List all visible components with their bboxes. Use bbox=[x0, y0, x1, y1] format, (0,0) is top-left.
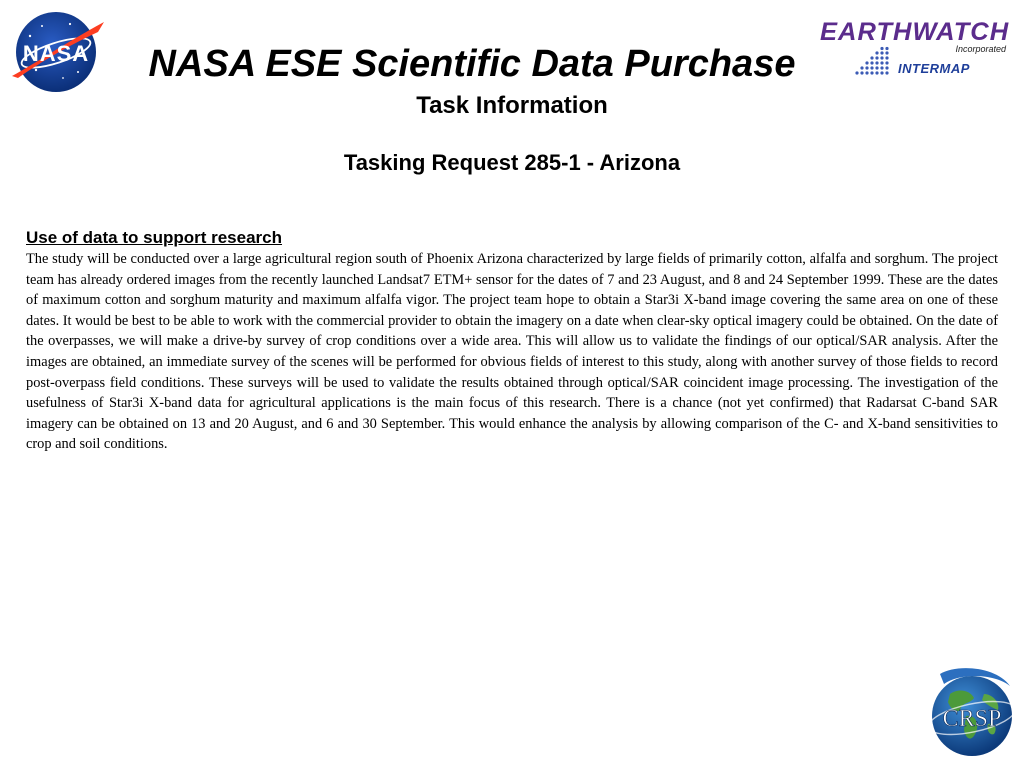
tasking-request-title: Tasking Request 285-1 - Arizona bbox=[343, 150, 681, 175]
section-heading: Use of data to support research bbox=[26, 228, 283, 247]
intermap-stair-dots-icon bbox=[854, 46, 890, 76]
section-body-text: The study will be conducted over a large agricultural region south of Phoenix Arizona characterized by large fields of primarily cotton, alfalfa and sorghum. The project team has already ordered images from the recently launched Landsat7 ETM+ sensor for the dates of 7 and 23 August, and 8 and 24 September 1999. These are the dates of maximum cotton and sorghum maturity and maximum alfalfa vigor. The project team hope to obtain a Star3i X-band image covering the same area on one of these dates. It would be best to be able to work with the commercial provider to obtain the imagery on a date when clear-sky optical imagery could be obtained. On the date of the overpasses, we will make a drive-by survey of crop conditions over a wide area. This will allow us to validate the findings of our optical/SAR analysis. After the images are obtained, an immediate survey of the scenes will be performed for obvious fields of interest to this study, along with another survey of those fields to record post-overpass field conditions. These surveys will be used to validate the results obtained through optical/SAR coincident image processing. The investigation of the usefulness of Star3i X-band data for agricultural applications is the main focus of this research. There is a chance (not yet confirmed) that Radarsat C-band SAR imagery can be obtained on 13 and 20 August, and 6 and 30 September. This would enhance the analysis by allowing comparison of the C- and X-band sensitivities to crop and soil conditions. bbox=[26, 251, 998, 453]
nasa-logo-text: NASA bbox=[22, 41, 90, 66]
partner-logos bbox=[816, 18, 1012, 82]
earthwatch-incorporated-text: Incorporated bbox=[955, 44, 1006, 54]
crsp-logo bbox=[926, 664, 1018, 760]
crsp-logo-text: CRSP bbox=[942, 706, 1002, 732]
page-title: NASA ESE Scientific Data Purchase bbox=[148, 43, 796, 85]
crsp-globe-icon bbox=[926, 664, 1018, 760]
earthwatch-logo-text: EARTHWATCH bbox=[820, 18, 1010, 46]
intermap-logo-text: INTERMAP bbox=[898, 61, 970, 76]
page-subtitle: Task Information bbox=[416, 92, 608, 119]
